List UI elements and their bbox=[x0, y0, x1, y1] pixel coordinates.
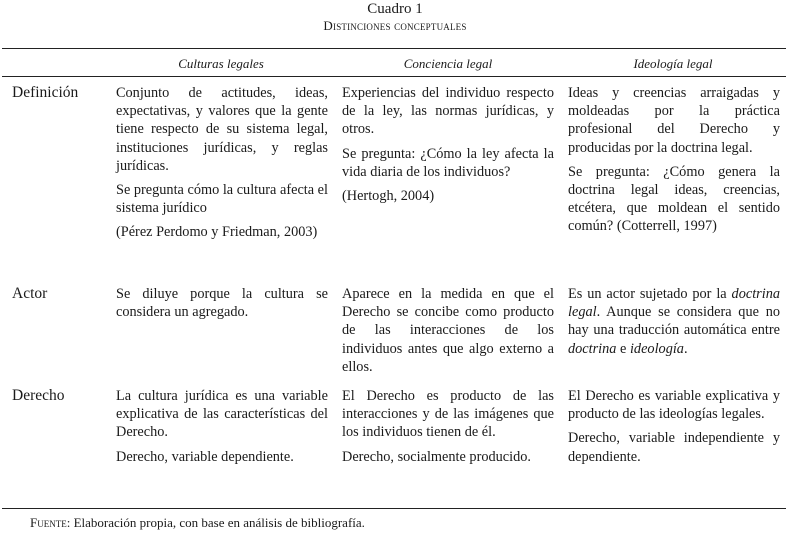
header-rule bbox=[2, 76, 786, 77]
cell-paragraph: Se diluye porque la cultura se considera un agregado. bbox=[116, 286, 328, 321]
cell-paragraph: (Hertogh, 2004) bbox=[342, 188, 435, 205]
cell-derecho-culturas bbox=[116, 387, 328, 472]
table-title: Distinciones conceptuales bbox=[323, 18, 467, 33]
cell-paragraph: Aparece en la medida en que el Derecho se concibe como producto de las interacciones de los individuos antes que algo externo a ellos. bbox=[342, 286, 554, 375]
text-run: . Aunque se considera que no hay una traducción automática entre bbox=[568, 304, 780, 339]
cell-paragraph: Derecho, socialmente producido. bbox=[342, 448, 531, 465]
italic-term-doctrina-legal: doctrina legal bbox=[568, 286, 780, 321]
row-label-actor: Actor bbox=[12, 285, 48, 302]
cell-paragraph: (Pérez Perdomo y Friedman, 2003) bbox=[116, 224, 318, 241]
row-label-derecho: Derecho bbox=[12, 387, 65, 404]
cell-paragraph: Se pregunta cómo la cultura afecta el sistema jurídico bbox=[116, 182, 328, 217]
italic-term-ideologia: ideología bbox=[629, 340, 684, 357]
text-run: e bbox=[616, 340, 630, 357]
cell-paragraph: La cultura jurídica es una variable explicativa de las características del Derecho. bbox=[116, 388, 328, 441]
cell-paragraph: Ideas y creencias arraigadas y moldeadas por la práctica profesional del Derecho y producidas por la doctrina legal. bbox=[568, 85, 780, 156]
top-rule bbox=[2, 48, 786, 49]
text-run: . bbox=[683, 340, 688, 357]
source-text: : Elaboración propia, con base en análisis de bibliografía. bbox=[66, 515, 365, 530]
text-run: Es un actor sujetado por la bbox=[568, 286, 732, 302]
cell-actor-culturas bbox=[116, 285, 328, 327]
cell-derecho-ideologia bbox=[568, 387, 780, 472]
cell-paragraph: Derecho, variable independiente y dependiente. bbox=[568, 430, 780, 465]
source-label: Fuente bbox=[30, 515, 67, 530]
cell-paragraph: Conjunto de actitudes, ideas, expectativas, y valores que la gente tiene respecto de su sistema legal, instituciones jurídicas, y reglas jurídicas. bbox=[116, 85, 328, 174]
cell-definicion-ideologia bbox=[568, 84, 780, 242]
cell-paragraph: Se pregunta: ¿Cómo genera la doctrina legal ideas, creencias, etcétera, que moldean el sentido común? (Cotterrell, 1997) bbox=[568, 163, 780, 235]
cell-paragraph bbox=[568, 285, 780, 358]
cell-paragraph: Experiencias del individuo respecto de la ley, las normas jurídicas, y otros. bbox=[342, 85, 554, 138]
cell-paragraph: Se pregunta: ¿Cómo la ley afecta la vida diaria de los individuos? bbox=[342, 145, 554, 180]
cell-actor-conciencia bbox=[342, 285, 554, 382]
italic-term-doctrina: doctrina bbox=[568, 340, 617, 357]
table-number: Cuadro 1 bbox=[367, 1, 423, 17]
bottom-rule bbox=[2, 508, 786, 509]
table-caption bbox=[0, 0, 790, 34]
cell-actor-ideologia bbox=[568, 285, 780, 364]
column-header-conciencia: Conciencia legal bbox=[403, 56, 493, 71]
cell-derecho-conciencia bbox=[342, 387, 554, 472]
cell-paragraph: El Derecho es producto de las interacciones y de las imágenes que los individuos tienen de él. bbox=[342, 388, 554, 441]
table-source-note bbox=[30, 515, 365, 531]
column-header-culturas: Culturas legales bbox=[178, 56, 264, 71]
row-label-definicion: Definición bbox=[12, 84, 79, 101]
column-header-ideologia: Ideología legal bbox=[633, 56, 713, 71]
cell-definicion-culturas bbox=[116, 84, 328, 248]
cell-definicion-conciencia bbox=[342, 84, 554, 211]
cell-paragraph: Derecho, variable dependiente. bbox=[116, 448, 294, 465]
cell-paragraph: El Derecho es variable explicativa y producto de las ideologías legales. bbox=[568, 388, 780, 423]
